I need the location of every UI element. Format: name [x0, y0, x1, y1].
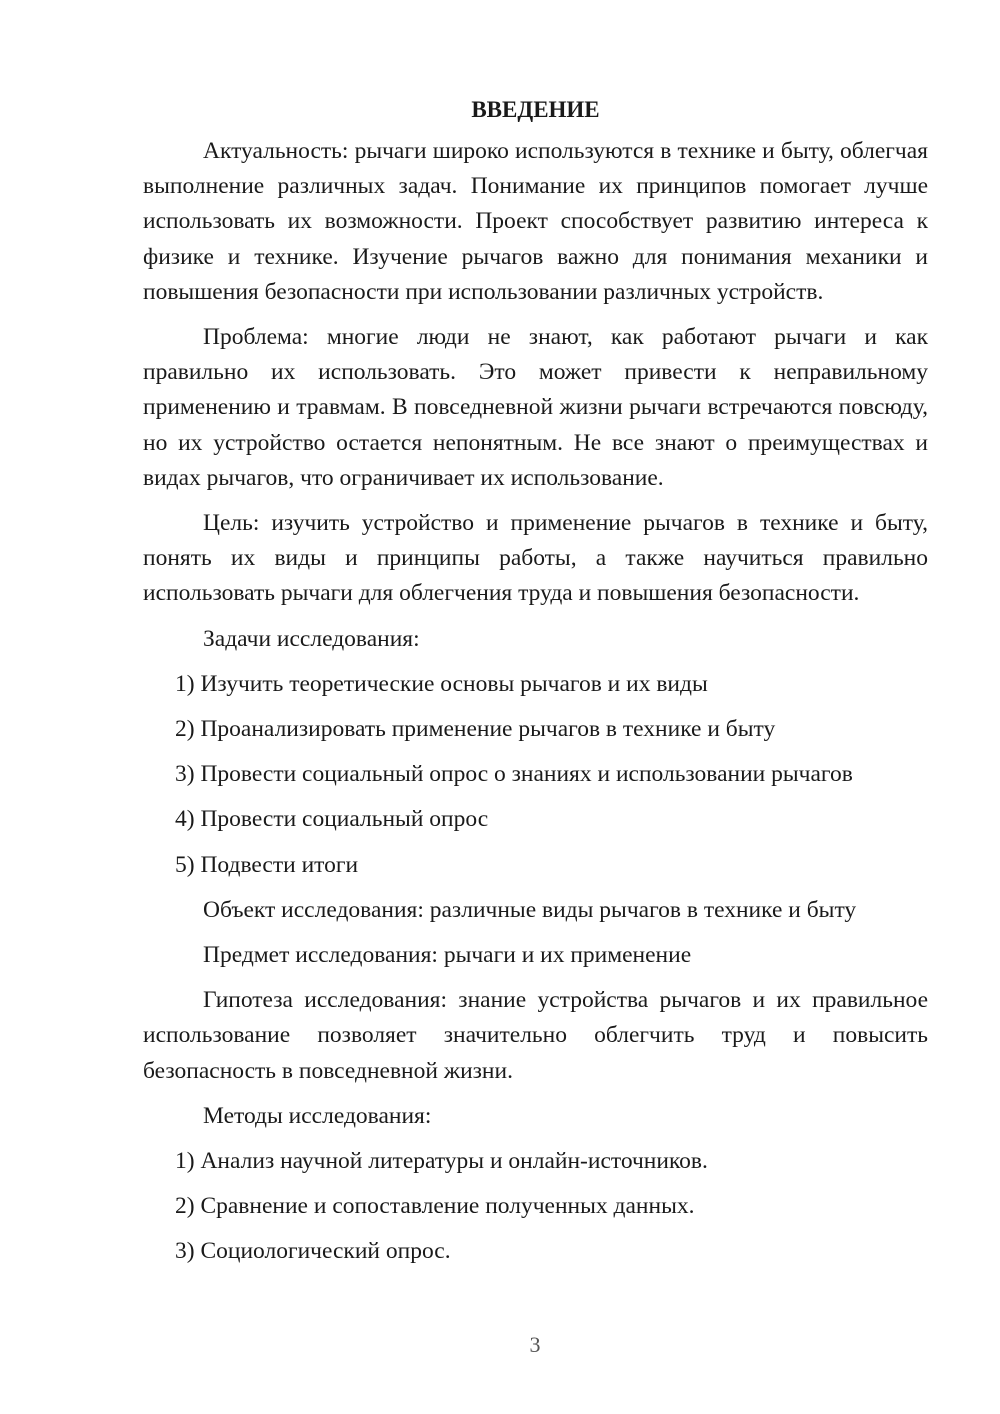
page-number: 3 — [529, 1332, 541, 1357]
goal-paragraph: Цель: изучить устройство и применение рычагов в технике и быту, понять их виды и принципы работы, а также научиться правильно использовать рычаги для облегчения труда и повышения безопасности. — [143, 510, 928, 607]
task-item-1: 1) Изучить теоретические основы рычагов и их виды — [175, 670, 708, 697]
problem-paragraph: Проблема: многие люди не знают, как работают рычаги и как правильно их использовать. Это может привести к неправильному применению и травмам. В повседневной жизни рычаги встречаются повсюду, но их устройство остается непонятным. Не все знают о преимуществах и видах рычагов, что ограничивает их использование. — [143, 324, 928, 491]
task-item-3: 3) Провести социальный опрос о знаниях и использовании рычагов — [175, 761, 853, 788]
hypothesis-paragraph: Гипотеза исследования: знание устройства рычагов и их правильное использование позволяет значительно облегчить труд и повысить безопасность в повседневной жизни. — [143, 987, 928, 1084]
task-item-2: 2) Проанализировать применение рычагов в технике и быту — [175, 716, 776, 743]
methods-heading: Методы исследования: — [203, 1102, 432, 1129]
task-item-5: 5) Подвести итоги — [175, 851, 359, 878]
page-title: ВВЕДЕНИЕ — [471, 97, 600, 122]
page-content — [143, 92, 928, 1280]
tasks-heading: Задачи исследования: — [203, 625, 420, 652]
method-item-3: 3) Социологический опрос. — [175, 1238, 451, 1265]
method-item-2: 2) Сравнение и сопоставление полученных данных. — [175, 1193, 695, 1220]
research-subject: Предмет исследования: рычаги и их применение — [203, 942, 692, 969]
task-item-4: 4) Провести социальный опрос — [175, 806, 489, 833]
research-object: Объект исследования: различные виды рычагов в технике и быту — [203, 896, 857, 923]
method-item-1: 1) Анализ научной литературы и онлайн-источников. — [175, 1148, 708, 1175]
relevance-paragraph: Актуальность: рычаги широко используются в технике и быту, облегчая выполнение различных задач. Понимание их принципов помогает лучше использовать их возможности. Проект способствует развитию интереса к физике и технике. Изучение рычагов важно для понимания механики и повышения безопасности при использовании различных устройств. — [143, 138, 928, 305]
